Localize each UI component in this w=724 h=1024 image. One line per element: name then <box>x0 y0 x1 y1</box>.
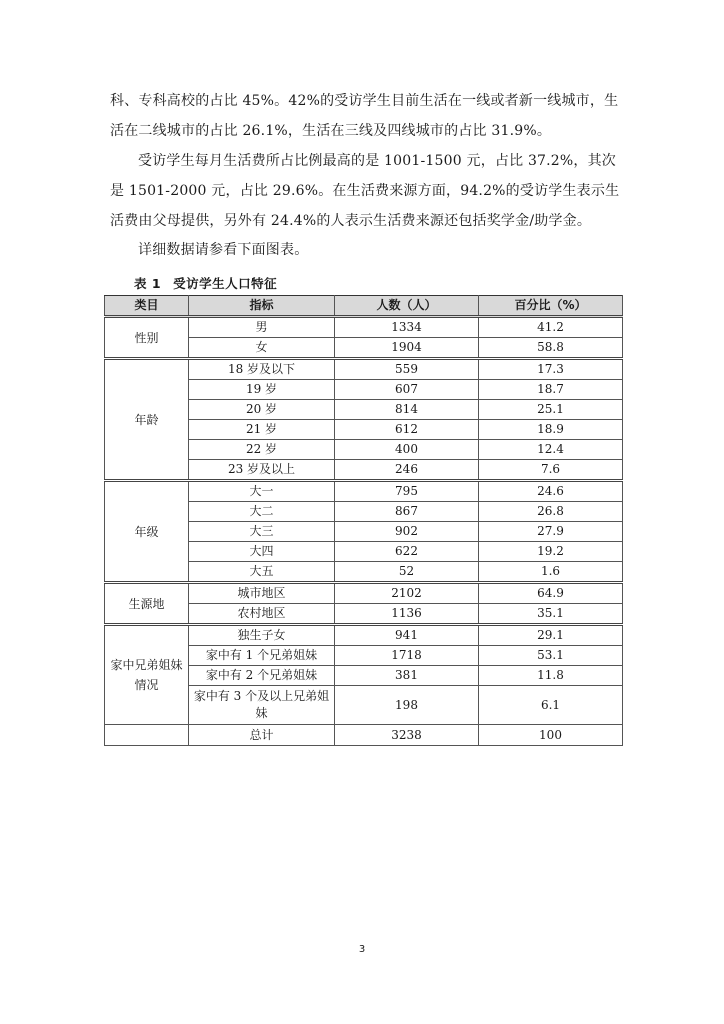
count-cell: 1334 <box>335 317 479 338</box>
indicator-cell: 男 <box>189 317 335 338</box>
percent-cell: 53.1 <box>479 646 623 666</box>
count-cell: 1718 <box>335 646 479 666</box>
table-caption-title: 受访学生人口特征 <box>173 276 278 291</box>
indicator-cell: 21 岁 <box>189 420 335 440</box>
indicator-cell: 城市地区 <box>189 583 335 604</box>
percent-cell: 11.8 <box>479 666 623 686</box>
percent-cell: 26.8 <box>479 502 623 522</box>
category-cell: 性别 <box>105 317 189 359</box>
count-cell: 1904 <box>335 338 479 359</box>
percent-cell: 41.2 <box>479 317 623 338</box>
percent-cell: 25.1 <box>479 400 623 420</box>
count-cell: 867 <box>335 502 479 522</box>
indicator-cell: 大三 <box>189 522 335 542</box>
count-cell: 2102 <box>335 583 479 604</box>
count-cell: 198 <box>335 686 479 725</box>
percent-cell: 12.4 <box>479 440 623 460</box>
percent-cell: 24.6 <box>479 481 623 502</box>
table-row <box>105 317 623 338</box>
table-caption-number: 表 1 <box>134 276 162 291</box>
percent-cell: 6.1 <box>479 686 623 725</box>
table-caption <box>134 274 277 292</box>
indicator-cell: 20 岁 <box>189 400 335 420</box>
percent-cell: 64.9 <box>479 583 623 604</box>
indicator-cell: 大二 <box>189 502 335 522</box>
total-category-cell <box>105 725 189 746</box>
group-gender <box>105 317 623 359</box>
body-paragraph-3: 详细数据请参看下面图表。 <box>138 242 309 258</box>
percent-cell: 29.1 <box>479 625 623 646</box>
category-cell: 家中兄弟姐妹情况 <box>105 625 189 725</box>
percent-cell: 1.6 <box>479 562 623 583</box>
count-cell: 381 <box>335 666 479 686</box>
indicator-cell: 大一 <box>189 481 335 502</box>
total-label-cell: 总计 <box>189 725 335 746</box>
indicator-cell: 家中有 3 个及以上兄弟姐妹 <box>189 686 335 725</box>
page-number: 3 <box>358 944 366 955</box>
percent-cell: 18.9 <box>479 420 623 440</box>
count-cell: 52 <box>335 562 479 583</box>
total-row <box>105 725 623 746</box>
percent-cell: 18.7 <box>479 380 623 400</box>
body-paragraph-1: 科、专科高校的占比 45%。42%的受访学生目前生活在一线或者新一线城市，生活在二线城市的占比 26.1%，生活在三线及四线城市的占比 31.9%。 <box>110 93 619 139</box>
count-cell: 622 <box>335 542 479 562</box>
indicator-cell: 家中有 2 个兄弟姐妹 <box>189 666 335 686</box>
percent-cell: 17.3 <box>479 359 623 380</box>
total-percent-cell: 100 <box>479 725 623 746</box>
category-cell: 生源地 <box>105 583 189 625</box>
table-row <box>105 583 623 604</box>
category-cell: 年龄 <box>105 359 189 481</box>
table-row <box>105 481 623 502</box>
count-cell: 607 <box>335 380 479 400</box>
percent-cell: 27.9 <box>479 522 623 542</box>
header-indicator: 指标 <box>189 296 335 317</box>
table-row <box>105 359 623 380</box>
percent-cell: 19.2 <box>479 542 623 562</box>
header-percent: 百分比（%） <box>479 296 623 317</box>
group-age <box>105 359 623 481</box>
count-cell: 612 <box>335 420 479 440</box>
table-header-row <box>105 296 623 317</box>
group-grade <box>105 481 623 583</box>
count-cell: 795 <box>335 481 479 502</box>
total-count-cell: 3238 <box>335 725 479 746</box>
count-cell: 902 <box>335 522 479 542</box>
count-cell: 400 <box>335 440 479 460</box>
header-category: 类目 <box>105 296 189 317</box>
count-cell: 1136 <box>335 604 479 625</box>
count-cell: 941 <box>335 625 479 646</box>
percent-cell: 58.8 <box>479 338 623 359</box>
indicator-cell: 大四 <box>189 542 335 562</box>
percent-cell: 7.6 <box>479 460 623 481</box>
group-total <box>105 725 623 746</box>
percent-cell: 35.1 <box>479 604 623 625</box>
indicator-cell: 18 岁及以下 <box>189 359 335 380</box>
table-row <box>105 625 623 646</box>
indicator-cell: 大五 <box>189 562 335 583</box>
count-cell: 246 <box>335 460 479 481</box>
demographics-table <box>104 295 623 746</box>
indicator-cell: 家中有 1 个兄弟姐妹 <box>189 646 335 666</box>
group-siblings <box>105 625 623 725</box>
indicator-cell: 农村地区 <box>189 604 335 625</box>
indicator-cell: 19 岁 <box>189 380 335 400</box>
count-cell: 559 <box>335 359 479 380</box>
indicator-cell: 独生子女 <box>189 625 335 646</box>
group-origin <box>105 583 623 625</box>
category-cell: 年级 <box>105 481 189 583</box>
header-count: 人数（人） <box>335 296 479 317</box>
count-cell: 814 <box>335 400 479 420</box>
indicator-cell: 23 岁及以上 <box>189 460 335 481</box>
indicator-cell: 22 岁 <box>189 440 335 460</box>
indicator-cell: 女 <box>189 338 335 359</box>
body-paragraph-2: 受访学生每月生活费所占比例最高的是 1001-1500 元，占比 37.2%，其次是 1501-2000 元，占比 29.6%。在生活费来源方面，94.2%的受访学生表示生活费由父母提供，另外有 24.4%的人表示生活费来源还包括奖学金/助学金。 <box>110 153 620 229</box>
